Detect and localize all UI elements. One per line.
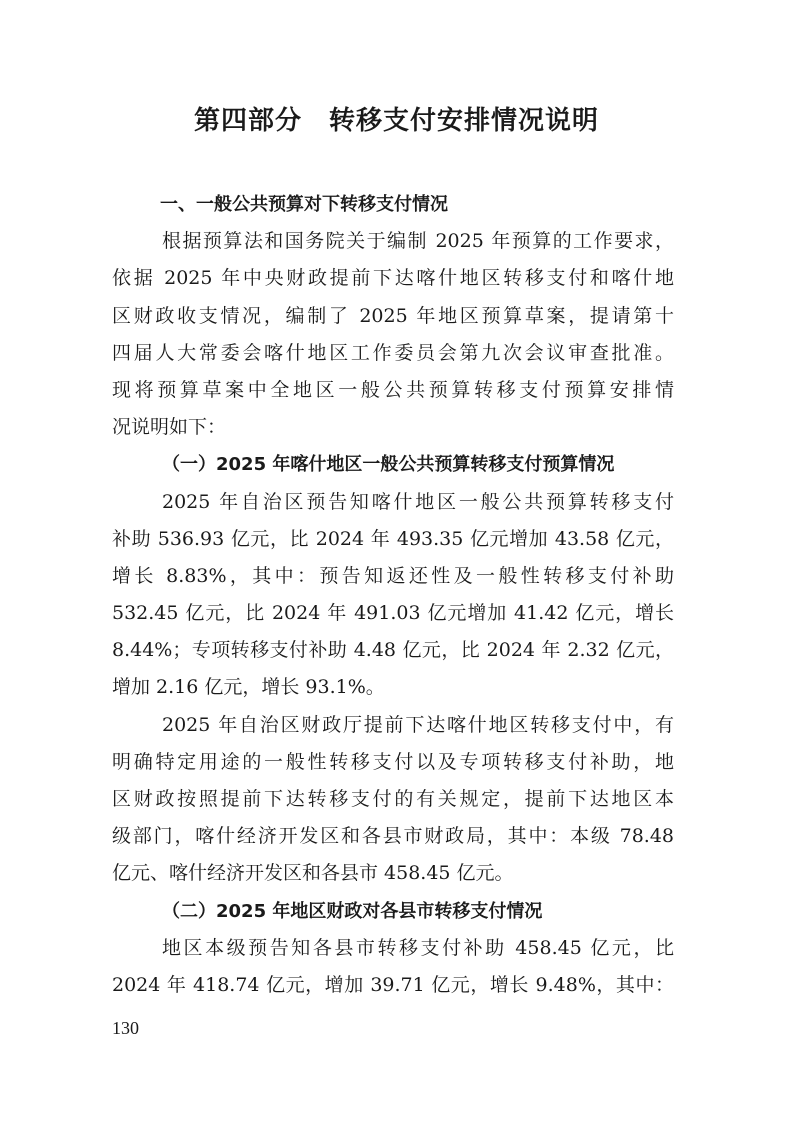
page-number: 130 — [112, 1018, 139, 1038]
section-heading: 一、一般公共预算对下转移支付情况 — [160, 194, 448, 215]
subsection-heading: （一）2025 年喀什地区一般公共预算转移支付预算情况 — [162, 454, 615, 476]
paragraph-line: 2024 年 418.74 亿元，增加 39.71 亿元，增长 9.48%，其中： — [112, 973, 674, 996]
paragraph-line: 区财政收支情况，编制了 2025 年地区预算草案，提请第十 — [112, 304, 674, 327]
paragraph-line: 亿元、喀什经济开发区和各县市 458.45 亿元。 — [112, 862, 514, 885]
subsection-heading: （二）2025 年地区财政对各县市转移支付情况 — [162, 900, 543, 922]
paragraph-line: 明确特定用途的一般性转移支付以及专项转移支付补助，地 — [112, 750, 674, 773]
paragraph-line: 地区本级预告知各县市转移支付补助 458.45 亿元，比 — [162, 936, 674, 959]
paragraph-line: 增长 8.83%，其中：预告知返还性及一般性转移支付补助 — [112, 564, 674, 587]
document-body — [112, 186, 674, 1004]
paragraph-line: 依据 2025 年中央财政提前下达喀什地区转移支付和喀什地 — [112, 267, 674, 290]
paragraph-line: 补助 536.93 亿元，比 2024 年 493.35 亿元增加 43.58 亿元， — [112, 527, 674, 550]
paragraph-line: 现将预算草案中全地区一般公共预算转移支付预算安排情 — [112, 378, 674, 401]
paragraph-line: 级部门，喀什经济开发区和各县市财政局，其中：本级 78.48 — [112, 825, 674, 848]
paragraph-line: 区财政按照提前下达转移支付的有关规定，提前下达地区本 — [112, 788, 674, 810]
paragraph-line: 根据预算法和国务院关于编制 2025 年预算的工作要求， — [162, 230, 674, 253]
paragraph-line: 况说明如下： — [112, 416, 227, 439]
paragraph-line: 8.44%；专项转移支付补助 4.48 亿元，比 2024 年 2.32 亿元， — [112, 639, 674, 662]
paragraph-line: 增加 2.16 亿元，增长 93.1%。 — [112, 676, 385, 699]
paragraph-line: 四届人大常委会喀什地区工作委员会第九次会议审查批准。 — [112, 341, 674, 364]
paragraph-line: 2025 年自治区预告知喀什地区一般公共预算转移支付 — [162, 490, 674, 513]
page-title: 第四部分 转移支付安排情况说明 — [193, 106, 599, 136]
paragraph-line: 2025 年自治区财政厅提前下达喀什地区转移支付中，有 — [162, 713, 674, 736]
paragraph-line: 532.45 亿元，比 2024 年 491.03 亿元增加 41.42 亿元，增长 — [112, 602, 674, 625]
